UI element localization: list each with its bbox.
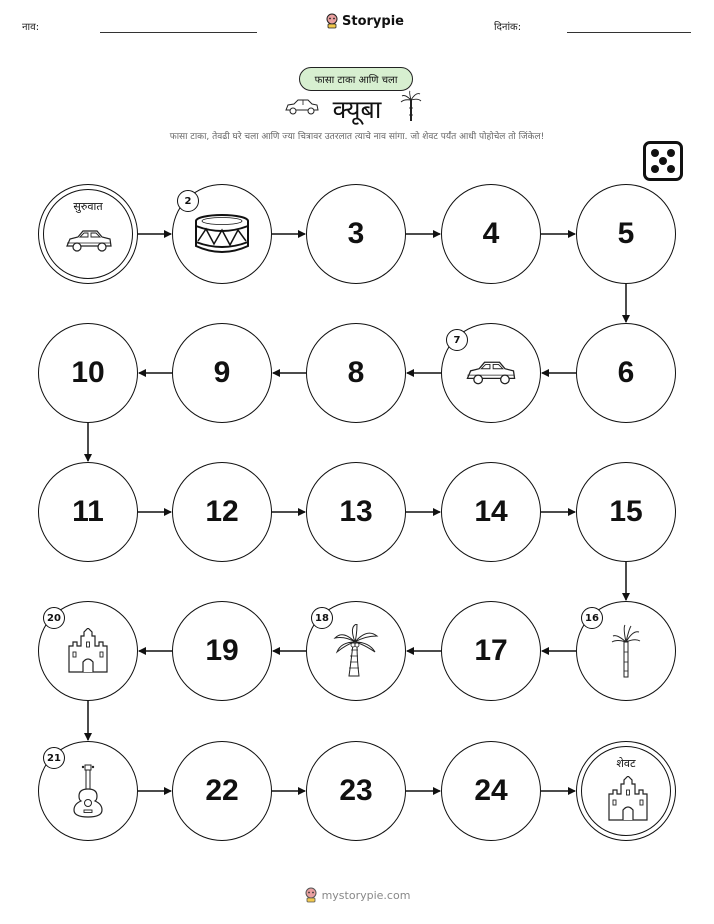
board-cell — [38, 601, 138, 701]
cell-number: 13 — [339, 495, 373, 528]
cell-number: 11 — [72, 495, 104, 528]
board-cell — [306, 462, 406, 562]
board-cell — [172, 462, 272, 562]
board-cell — [172, 601, 272, 701]
board-cell — [172, 184, 272, 284]
cell-number: 5 — [617, 217, 635, 250]
game-tag: फासा टाका आणि चला — [299, 67, 413, 91]
cell-number-badge: 20 — [43, 607, 65, 629]
footer — [0, 887, 714, 903]
cell-number-badge: 21 — [43, 747, 65, 769]
board-cell — [441, 601, 541, 701]
cell-number: 10 — [71, 356, 105, 389]
start-label: सुरुवात — [73, 200, 103, 213]
cell-number-badge: 2 — [177, 190, 199, 212]
board-cell — [441, 741, 541, 841]
board-cell — [306, 323, 406, 423]
classic-car-icon — [463, 358, 519, 388]
instructions: फासा टाका, तेवढी घरे चला आणि ज्या चित्रावर उतरलात त्याचे नाव सांगा. जो शेवट पर्यंत आधी पोहोचेल तो जिंकेल! — [169, 132, 545, 142]
board-cell — [441, 184, 541, 284]
footer-site[interactable]: mystorypie.com — [321, 888, 411, 902]
board-cell — [306, 184, 406, 284]
start-cell — [38, 184, 138, 284]
board-cell — [172, 741, 272, 841]
castle-icon — [607, 776, 649, 822]
cell-number: 6 — [617, 356, 635, 389]
page-title: क्यूबा — [332, 95, 382, 124]
cell-number: 17 — [474, 634, 508, 667]
board-cell — [38, 323, 138, 423]
brand-name: Storypie — [342, 13, 404, 29]
board-cell — [576, 601, 676, 701]
end-cell — [576, 741, 676, 841]
board-cell — [306, 741, 406, 841]
cell-number: 12 — [205, 495, 239, 528]
board-cell — [38, 462, 138, 562]
board-cell — [38, 741, 138, 841]
castle-icon — [67, 628, 109, 674]
date-label: दिनांक: — [494, 22, 522, 33]
name-label: नाव: — [22, 22, 40, 33]
cell-number: 22 — [205, 774, 239, 807]
cell-number-badge: 18 — [311, 607, 333, 629]
palm-tree-icon — [333, 624, 379, 678]
classic-car-icon — [64, 227, 114, 255]
cell-number: 9 — [213, 356, 231, 389]
cell-number: 15 — [609, 495, 643, 528]
guitar-icon — [70, 763, 106, 819]
board-cell — [576, 184, 676, 284]
board-cell — [306, 601, 406, 701]
cell-number: 23 — [339, 774, 373, 807]
board-cell — [441, 462, 541, 562]
cell-number: 24 — [474, 774, 508, 807]
sugarcane-icon — [611, 624, 641, 678]
board-cell — [576, 462, 676, 562]
drum-icon — [192, 212, 252, 256]
cell-number: 3 — [347, 217, 365, 250]
board-cell — [576, 323, 676, 423]
cell-number-badge: 16 — [581, 607, 603, 629]
end-label: शेवट — [616, 757, 636, 770]
cell-number: 19 — [205, 634, 239, 667]
board-cell — [172, 323, 272, 423]
storypie-logo-icon — [304, 887, 318, 903]
board-cell — [441, 323, 541, 423]
cell-number: 4 — [482, 217, 500, 250]
cell-number: 8 — [347, 356, 365, 389]
cell-number-badge: 7 — [446, 329, 468, 351]
cell-number: 14 — [474, 495, 508, 528]
